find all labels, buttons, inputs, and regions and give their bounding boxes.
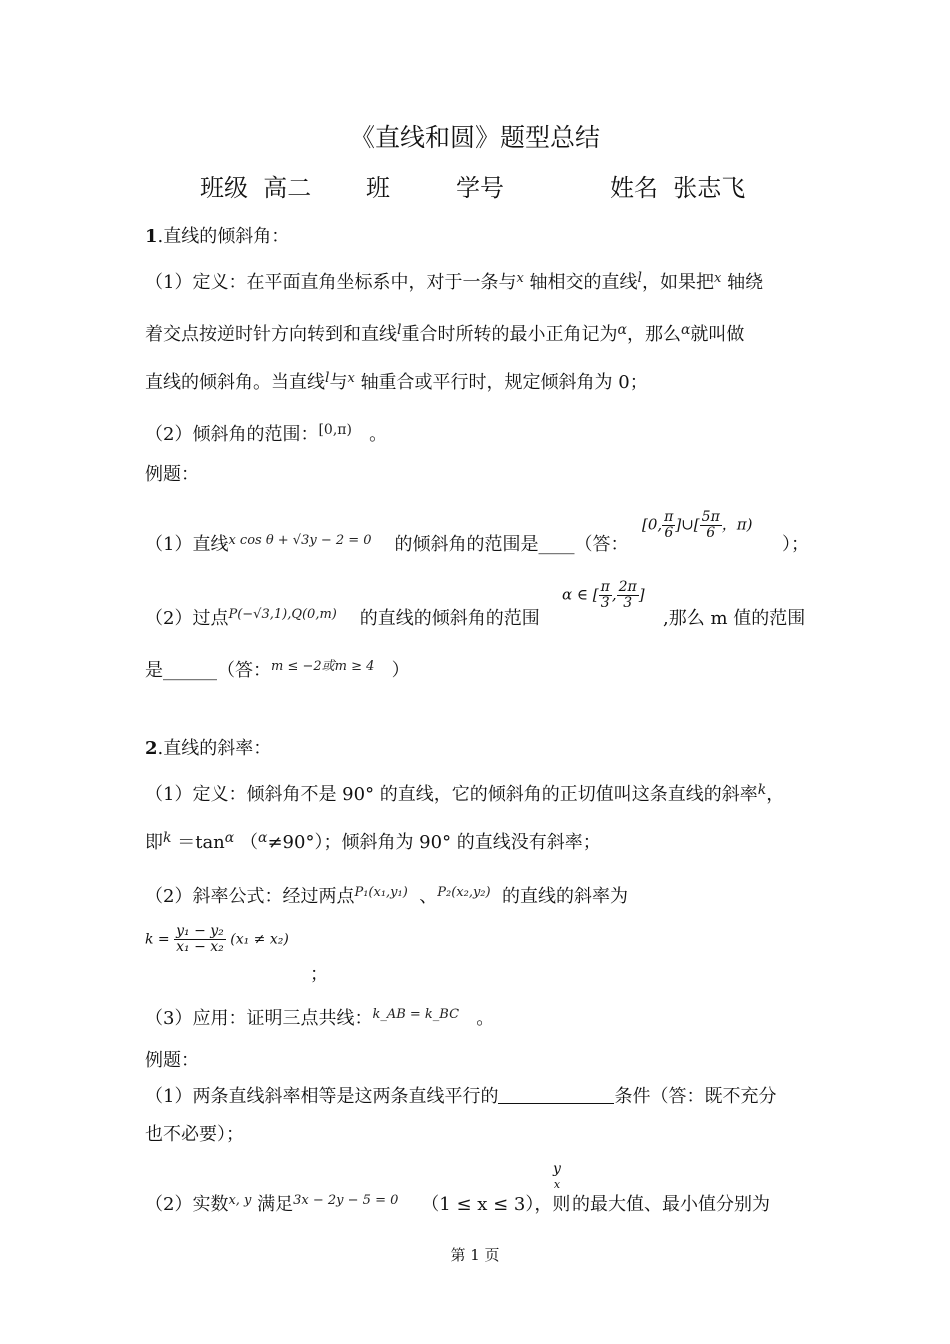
class-label: 班级 高二 [200,174,312,202]
y-over-x-fraction: y x [553,1161,561,1191]
section2-definition-line2: 即k ＝tanα （α≠90°）；倾斜角为 90° 的直线没有斜率； [145,830,601,853]
section2-example2: （2）实数x, y 满足3x − 2y − 5 = 0 （1 ≤ x ≤ 3），则 [145,1193,571,1215]
section2-heading: 2.直线的斜率： [145,738,272,759]
slope-formula-semicolon: ； [310,964,328,985]
section1-example2-tail: ,那么 m 值的范围 [663,608,806,629]
name-label: 姓名 张志飞 [610,174,746,202]
section1-example1-answer: [0, $\frac{\pi}{6}$ ]∪[ $\frac{5\pi}{6}$ ，π) [642,509,753,541]
section1-definition-line3: 直线的倾斜角。当直线l与x 轴重合或平行时，规定倾斜角为 0； [145,370,648,393]
section2-example1-line2: 也不必要）； [145,1124,244,1145]
student-number-label: 学号 [456,174,504,202]
section2-example2-tail: 的最大值、最小值分别为 [572,1194,770,1215]
section1-example1-end: ）； [782,534,809,555]
section1-range: （2）倾斜角的范围：[0,π) 。 [145,422,388,445]
section2-example-label: 例题： [145,1050,199,1071]
section1-heading: 1.直线的倾斜角： [145,226,290,247]
section1-example1: （1）直线x cos θ + √3y − 2 = 0 的倾斜角的范围是____（答： [145,533,629,555]
section2-application: （3）应用：证明三点共线：k_AB = k_BC 。 [145,1007,495,1029]
document-title: 《直线和圆》题型总结 [349,123,600,152]
section1-example2-alpha: α ∈ [ $\frac{\pi}{3}$ , $\frac{2\pi}{3}$ ] [562,579,645,611]
section1-definition-line2: 着交点按逆时针方向转到和直线l重合时所转的最小正角记为α，那么α就叫做 [145,322,745,345]
page-footer: 第 1 页 [450,1246,500,1264]
section2-formula-line: （2）斜率公式：经过两点P₁(x₁,y₁) 、P₂(x₂,y₂) 的直线的斜率为 [145,885,629,907]
slope-formula: k = $\frac{\text{y₁ − y₂}}{\text{x₁ − x₂}}$ (x₁ ≠ x₂) [145,923,289,955]
section1-example-label: 例题： [145,464,199,485]
section2-definition-line1: （1）定义：倾斜角不是 90° 的直线，它的倾斜角的正切值叫这条直线的斜率k， [145,782,785,805]
section1-example2: （2）过点P(−√3,1),Q(0,m) 的直线的倾斜角的范围 [145,607,540,629]
section1-definition-line1: （1）定义：在平面直角坐标系中，对于一条与x 轴相交的直线l，如果把x 轴绕 [145,270,764,293]
section1-example2-line2: 是______（答：m ≤ −2或m ≥ 4 ） [145,659,410,681]
class-suffix: 班 [366,174,390,202]
section2-example1-line1: （1）两条直线斜率相等是这两条直线平行的 条件（答：既不充分 [145,1086,777,1107]
